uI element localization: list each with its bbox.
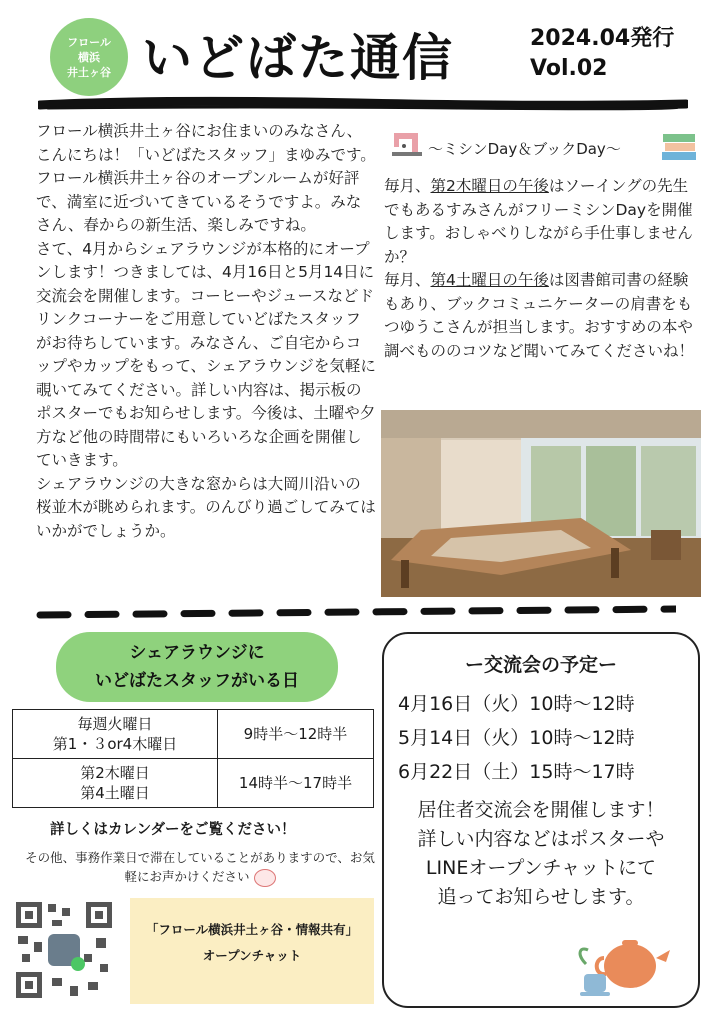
openchat-text[interactable] <box>130 917 374 969</box>
meetup-note-line: 居住者交流会を開催します！ <box>417 799 665 821</box>
logo-line: 井土ヶ谷 <box>67 65 111 79</box>
meetup-note-line: 詳しい内容などはポスターや <box>417 828 665 850</box>
staff-banner-line: いどばたスタッフがいる日 <box>95 671 299 691</box>
intro-paragraph: フロール横浜井土ヶ谷にお住まいのみなさん、こんにちは！「いどばたスタッフ」まゆみです。フロール横浜井土ヶ谷のオープンルームが好評で、満室に近づいてきているそうですよ。みなさん、春からの新生活、楽しみですね。 <box>36 122 376 234</box>
calendar-note: 詳しくはカレンダーをご覧ください！ <box>50 822 296 838</box>
time-cell: 9時半～12時半 <box>218 710 374 759</box>
meetup-note-line: 追ってお知らせします。 <box>437 886 645 908</box>
logo-badge <box>50 18 128 96</box>
intro-paragraph: さて、4月からシェアラウンジが本格的にオープンします！つきましては、4月16日と5月14日に交流会を開催します。コーヒーやジュースなどドリンクコーナーをご用意していどばたスタッフがお待ちしています。みなさん、ご自宅からコップやカップをもって、シェアラウンジを気軽に覗いてみてください。詳しい内容は、掲示板のポスターでもお知らせします。今後は、土曜や夕方など他の時間帯にもいろいろな企画を開催していきます。 <box>36 239 376 469</box>
logo-line: 横浜 <box>78 50 100 64</box>
openchat-name: 「フロール横浜井土ヶ谷・情報共有」 <box>145 922 359 937</box>
other-note-text: その他、事務作業日で滞在していることがありますので、お気軽にお声かけください <box>25 850 375 884</box>
meetup-date: 5月14日（火）10時～12時 <box>398 727 635 749</box>
staff-banner <box>56 632 338 702</box>
sewing-day-desc: はソーイングの先生でもあるすみさんがフリーミシンDayを開催します。おしゃべりしながら手仕事しませんか？ <box>384 177 693 266</box>
intro-text <box>36 120 376 543</box>
issue-info <box>530 24 674 84</box>
table-row <box>13 710 374 759</box>
prefix: 毎月、 <box>384 177 431 195</box>
other-note <box>20 848 380 887</box>
days-line: 第1・３or4木曜日 <box>52 735 178 753</box>
meetup-dates <box>398 687 635 789</box>
intro-paragraph: シェアラウンジの大きな窓からは大岡川沿いの桜並木が眺められます。のんびり過ごしてみてはいかがでしょうか。 <box>36 474 376 540</box>
teapot-icon <box>574 924 674 1002</box>
books-icon <box>660 128 700 164</box>
staff-banner-line: シェアラウンジに <box>129 643 265 663</box>
days-line: 毎週火曜日 <box>77 715 153 733</box>
logo-line: フロール <box>67 35 111 49</box>
days-cell <box>13 710 218 759</box>
sewing-machine-icon <box>390 126 424 160</box>
issue-volume: Vol.02 <box>530 56 608 81</box>
meetup-title: ー交流会の予定ー <box>464 654 617 676</box>
book-day-desc: は図書館司書の経験もあり、ブックコミュニケーターの肩書をもつゆうこさんが担当します。おすすめの本や調べもののコツなど聞いてみてくださいね！ <box>384 271 695 360</box>
brush-divider <box>38 96 688 114</box>
meetup-date: 6月22日（土）15時～17時 <box>398 761 635 783</box>
prefix: 毎月、 <box>384 271 431 289</box>
days-line: 第4土曜日 <box>80 784 150 802</box>
meetup-date: 4月16日（火）10時～12時 <box>398 693 635 715</box>
events-heading: ～ミシンDay＆ブックDay～ <box>428 140 621 158</box>
book-day-text <box>384 269 702 363</box>
book-day-schedule: 第4土曜日の午後 <box>430 271 549 289</box>
meetup-note-line: LINEオープンチャットにて <box>425 857 657 879</box>
days-line: 第2木曜日 <box>80 764 150 782</box>
meetup-note <box>382 796 700 912</box>
days-cell <box>13 759 218 808</box>
issue-date: 2024.04発行 <box>530 26 675 51</box>
qr-code[interactable] <box>12 898 116 1002</box>
sewing-day-text <box>384 175 702 269</box>
newsletter-title: いどばた通信 <box>142 29 454 87</box>
speech-bubble-icon <box>254 869 276 887</box>
lounge-photo <box>381 410 701 597</box>
sewing-day-schedule: 第2木曜日の午後 <box>430 177 549 195</box>
events-text <box>384 175 702 363</box>
dashed-divider <box>36 603 676 623</box>
staff-schedule-table <box>12 709 374 808</box>
openchat-label: オープンチャット <box>202 948 302 963</box>
time-cell: 14時半～17時半 <box>218 759 374 808</box>
table-row <box>13 759 374 808</box>
